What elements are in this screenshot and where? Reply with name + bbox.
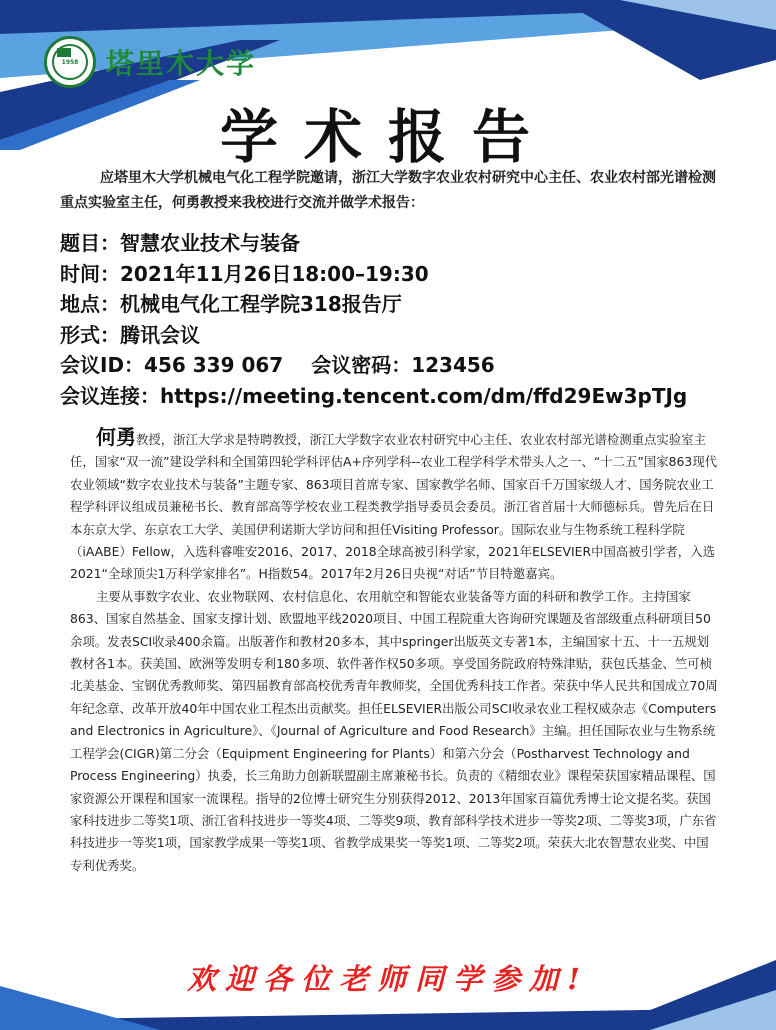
speaker-name: 何勇 [96, 425, 136, 449]
format-line: 形式：腾讯会议 [60, 322, 200, 347]
venue-line: 地点：机械电气化工程学院318报告厅 [60, 292, 402, 316]
meeting-password: 会议密码：123456 [311, 353, 495, 377]
topic-line: 题目：智慧农业技术与装备 [60, 231, 300, 255]
meeting-id: 会议ID：456 339 067 [60, 353, 284, 377]
welcome-slogan: 欢迎各位老师同学参加! [187, 962, 589, 996]
speaker-bio [70, 426, 718, 877]
university-logo [44, 36, 96, 88]
bio-paragraph-2: 主要从事数字农业、农业物联网、农村信息化、农用航空和智能农业装备等方面的科研和教学工作。主持国家863、国家自然基金、国家支撑计划、欧盟地平线2020项目、中国工程院重大咨询研究课题及省部级重点科研项目50余项。发表SCI收录400余篇。出版著作和教材20多本，其中springer出版英文专著1本，主编国家十五、十一五规划教材各1本。获美国、欧洲等发明专利180多项、软件著作权50多项。享受国务院政府特殊津贴，获包氏基金、竺可桢北美基金、宝钢优秀教师奖、第四届教育部高校优秀青年教师奖，全国优秀科技工作者。荣获中华人民共和国成立70周年纪念章、改革开放40年中国农业工程杰出贡献奖。担任ELSEVIER出版公司SCI收录农业工程权威杂志《Computers and Electronics in Agriculture》、《Journal of Agriculture and Food Research》主编。担任国际农业与生物系统工程学会(CIGR)第二分会（Equipment Engineering for Plants）和第六分会（Postharvest Technology and Process Engineering）执委，长三角助力创新联盟副主席兼秘书长。负责的《精细农业》课程荣获国家精品课程、国家资源公开课程和国家一流课程。指导的2位博士研究生分别获得2012、2013年国家百篇优秀博士论文提名奖。获国家科技进步二等奖1项、浙江省科技进步一等奖4项、二等奖9项、教育部科学技术进步一等奖2项、二等奖3项，广东省科技进步一等奖1项，国家教学成果一等奖1项、省教学成果奖一等奖1项、二等奖2项。荣获大北农智慧农业奖、中国专利优秀奖。 [70, 588, 718, 873]
bio-paragraph-1-text: 教授，浙江大学求是特聘教授，浙江大学数字农业农村研究中心主任、农业农村部光谱检测重点实验室主任，国家“双一流”建设学科和全国第四轮学科评估A+序列学科--农业工程学科学术带头人之一、“十二五”国家863现代农业领域“数字农业技术与装备”主题专家、863项目首席专家、国家教学名师、国家百千万国家级人才、国务院农业工程学科评议组成员兼秘书长、教育部高等学校农业工程类教学指导委员会委员。浙江省首届十大师德标兵。曾先后在日本东京大学、东京农工大学、美国伊利诺斯大学访问和担任Visiting Professor。国际农业与生物系统工程科学院（iAABE）Fellow，入选科睿唯安2016、2017、2018全球高被引科学家，2021年ELSEVIER中国高被引学者，入选2021“全球顶尖1万科学家排名”。H指数54。2017年2月26日央视“对话”节目特邀嘉宾。 [70, 432, 718, 582]
logo-year: 1958 [61, 59, 79, 66]
intro-text: 应塔里木大学机械电气化工程学院邀请，浙江大学数字农业农村研究中心主任、农业农村部光谱检测重点实验室主任，何勇教授来我校进行交流并做学术报告： [60, 170, 716, 211]
page-title: 学术报告 [219, 103, 556, 171]
event-details [60, 228, 760, 411]
meeting-info-line [60, 350, 760, 381]
time-line: 时间：2021年11月26日18:00–19:30 [60, 261, 429, 286]
bio-paragraph-1 [70, 426, 718, 586]
meeting-link[interactable]: 会议连接：https://meeting.tencent.com/dm/ffd29Ew3pTJg [60, 383, 688, 408]
university-name: 塔里木大学 [106, 47, 257, 80]
